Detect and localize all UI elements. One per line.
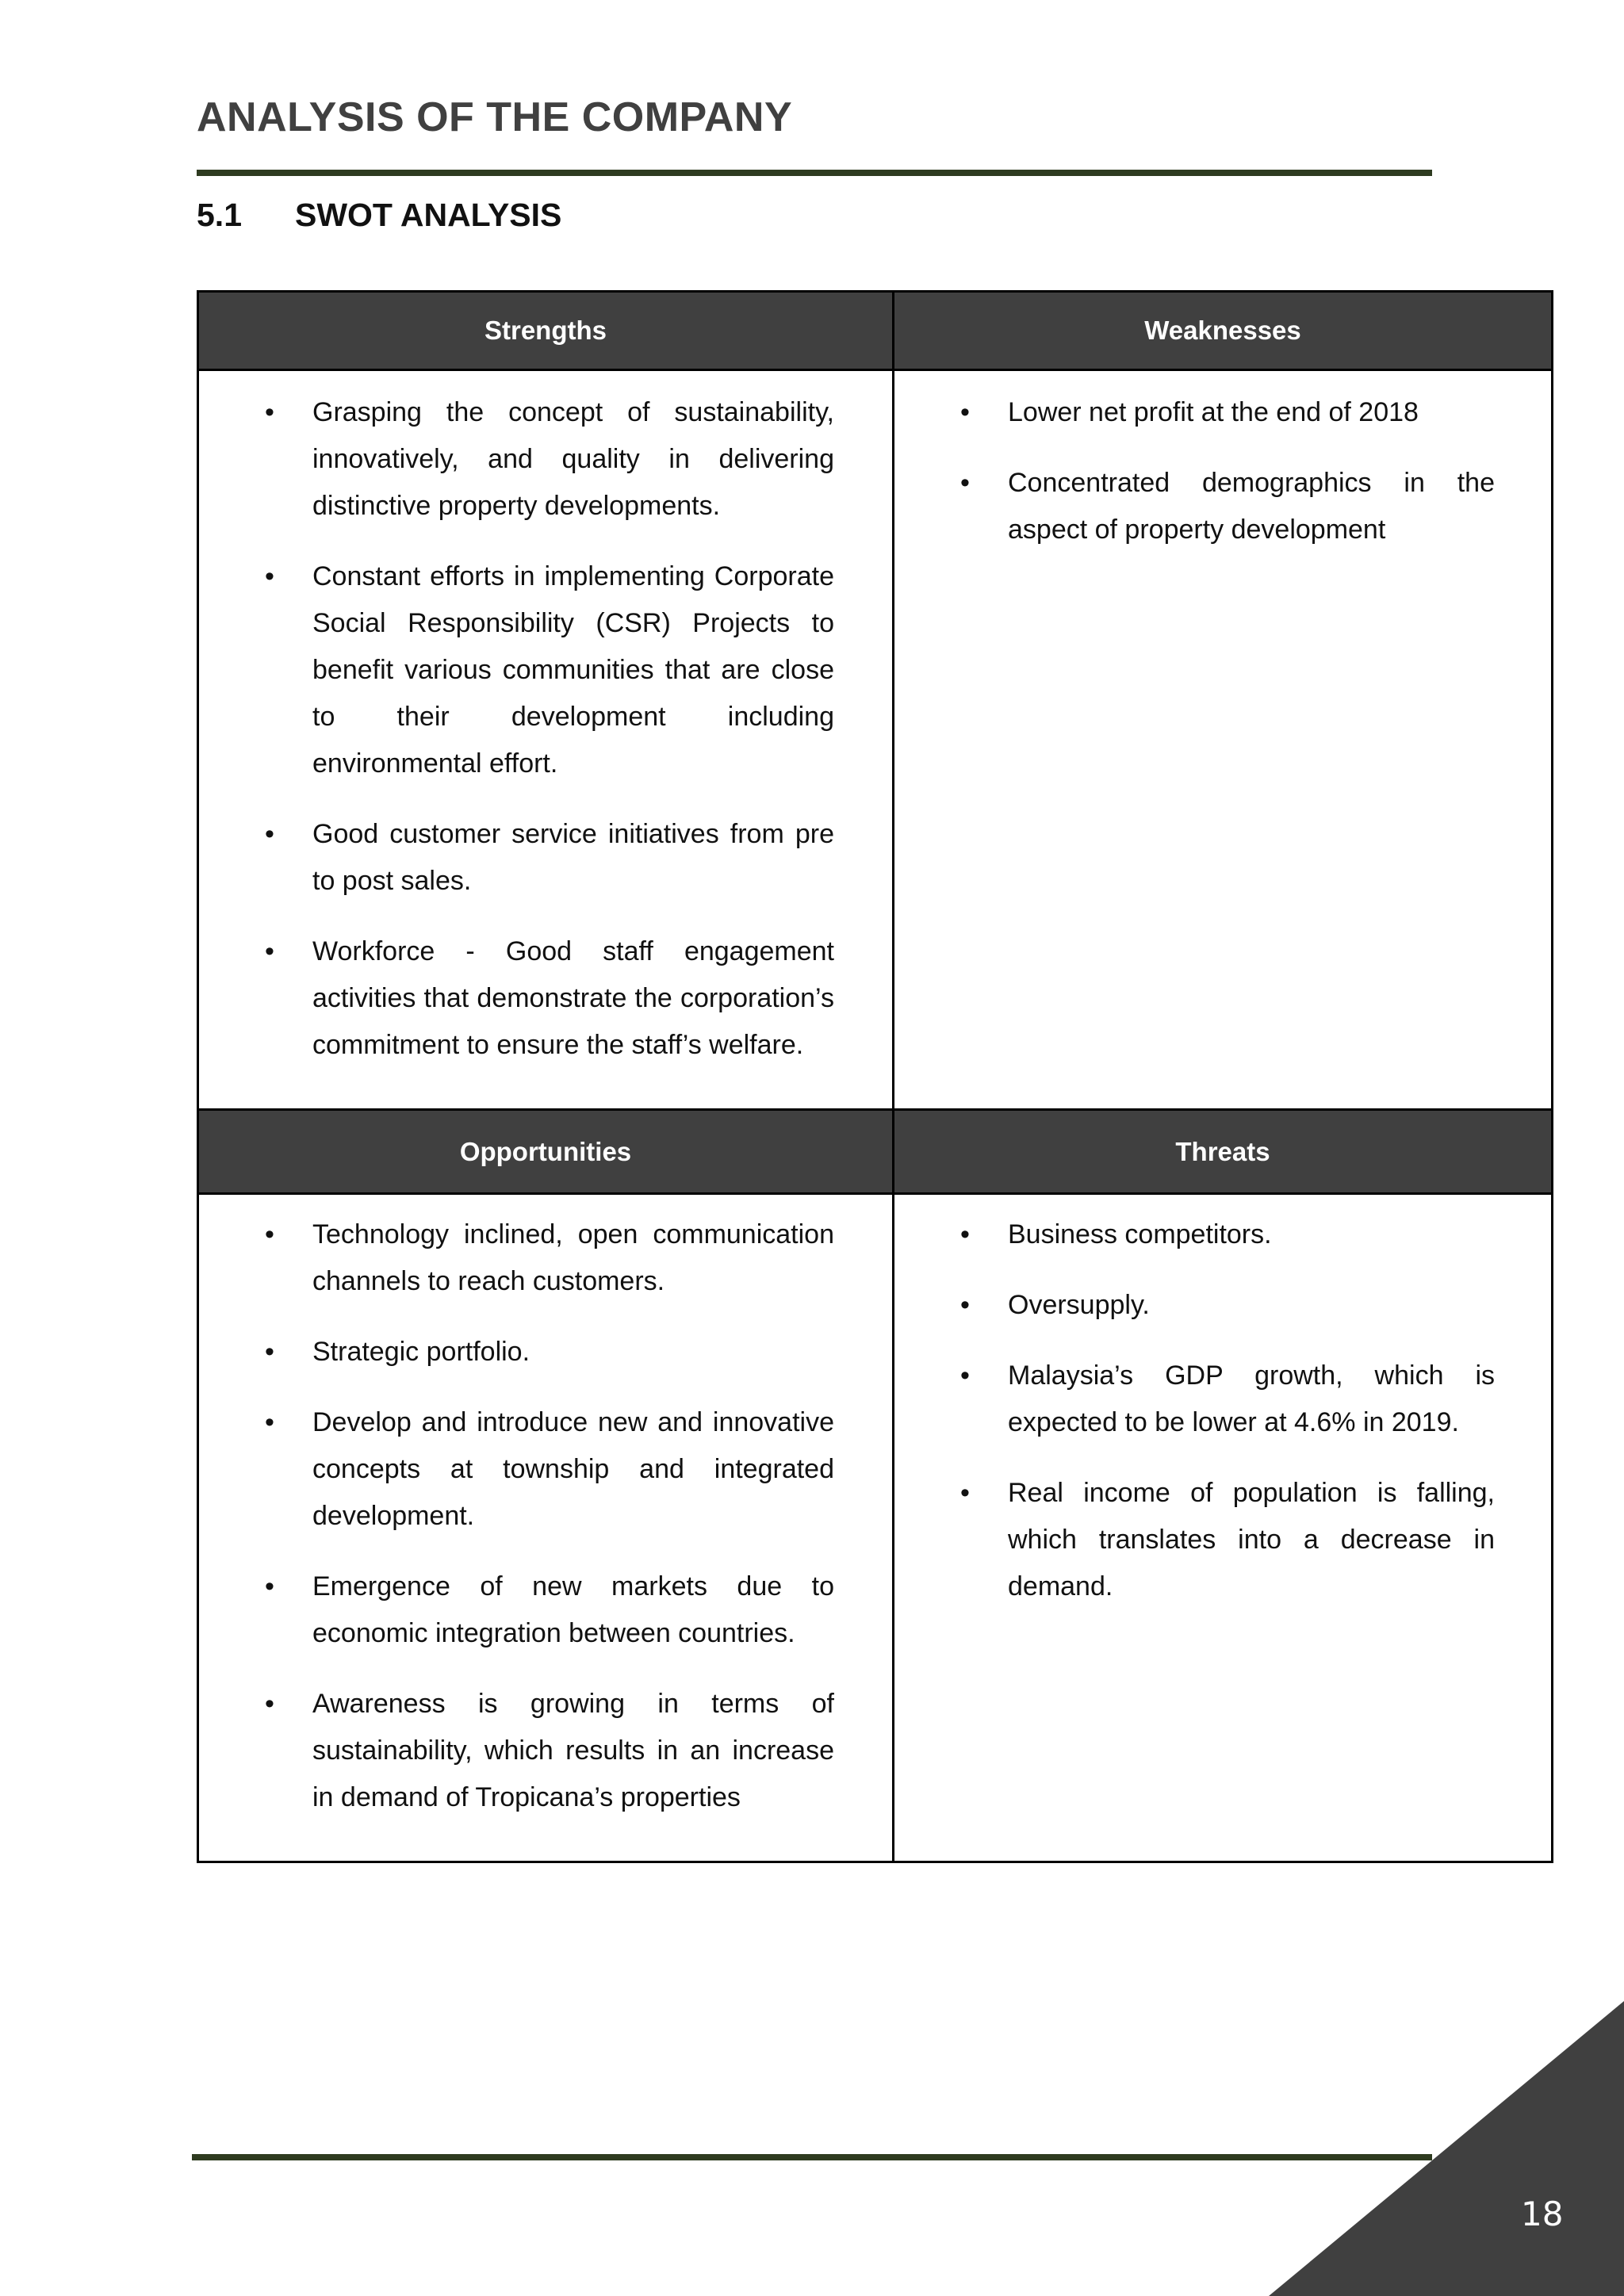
list-item: • Concentrated demographics in the aspect of property development bbox=[1008, 460, 1495, 553]
weaknesses-header: Weaknesses bbox=[894, 292, 1553, 370]
weaknesses-cell bbox=[894, 370, 1553, 1110]
strengths-list bbox=[200, 372, 891, 1069]
weaknesses-list bbox=[895, 372, 1550, 553]
section-heading bbox=[197, 197, 561, 234]
opportunities-header: Opportunities bbox=[198, 1110, 894, 1194]
list-item: • Strategic portfolio. bbox=[312, 1329, 834, 1376]
list-item: • Business competitors. bbox=[1008, 1211, 1495, 1258]
list-item: • Good customer service initiatives from pre to post sales. bbox=[312, 811, 834, 905]
list-item: • Develop and introduce new and innovative concepts at township and integrated development. bbox=[312, 1399, 834, 1540]
section-number: 5.1 bbox=[197, 197, 242, 233]
list-item: • Constant efforts in implementing Corporate Social Responsibility (CSR) Projects to benefit various communities that are close to their development including environmental effort. bbox=[312, 553, 834, 787]
list-item: • Oversupply. bbox=[1008, 1282, 1495, 1329]
footer-divider bbox=[192, 2154, 1432, 2160]
threats-list bbox=[895, 1196, 1550, 1610]
opportunities-list bbox=[200, 1196, 891, 1821]
page-number: 18 bbox=[1521, 2195, 1564, 2233]
list-item: • Real income of population is falling, which translates into a decrease in demand. bbox=[1008, 1470, 1495, 1610]
list-item: • Lower net profit at the end of 2018 bbox=[1008, 389, 1495, 436]
list-item: • Malaysia’s GDP growth, which is expected to be lower at 4.6% in 2019. bbox=[1008, 1353, 1495, 1446]
swot-table bbox=[197, 290, 1553, 1863]
strengths-cell bbox=[198, 370, 894, 1110]
corner-triangle-shape bbox=[1269, 2001, 1624, 2296]
list-item: • Emergence of new markets due to economic integration between countries. bbox=[312, 1563, 834, 1657]
opportunities-cell bbox=[198, 1194, 894, 1862]
corner-triangle bbox=[1269, 2001, 1624, 2296]
title-divider bbox=[197, 170, 1432, 176]
list-item: • Technology inclined, open communication channels to reach customers. bbox=[312, 1211, 834, 1305]
list-item: • Awareness is growing in terms of sustainability, which results in an increase in demand of Tropicana’s properties bbox=[312, 1681, 834, 1821]
section-title: SWOT ANALYSIS bbox=[295, 197, 562, 233]
list-item: • Grasping the concept of sustainability, innovatively, and quality in delivering distinctive property developments. bbox=[312, 389, 834, 530]
page-title: ANALYSIS OF THE COMPANY bbox=[197, 94, 793, 140]
threats-header: Threats bbox=[894, 1110, 1553, 1194]
strengths-header: Strengths bbox=[198, 292, 894, 370]
threats-cell bbox=[894, 1194, 1553, 1862]
list-item: • Workforce - Good staff engagement activities that demonstrate the corporation’s commitment to ensure the staff’s welfare. bbox=[312, 928, 834, 1069]
